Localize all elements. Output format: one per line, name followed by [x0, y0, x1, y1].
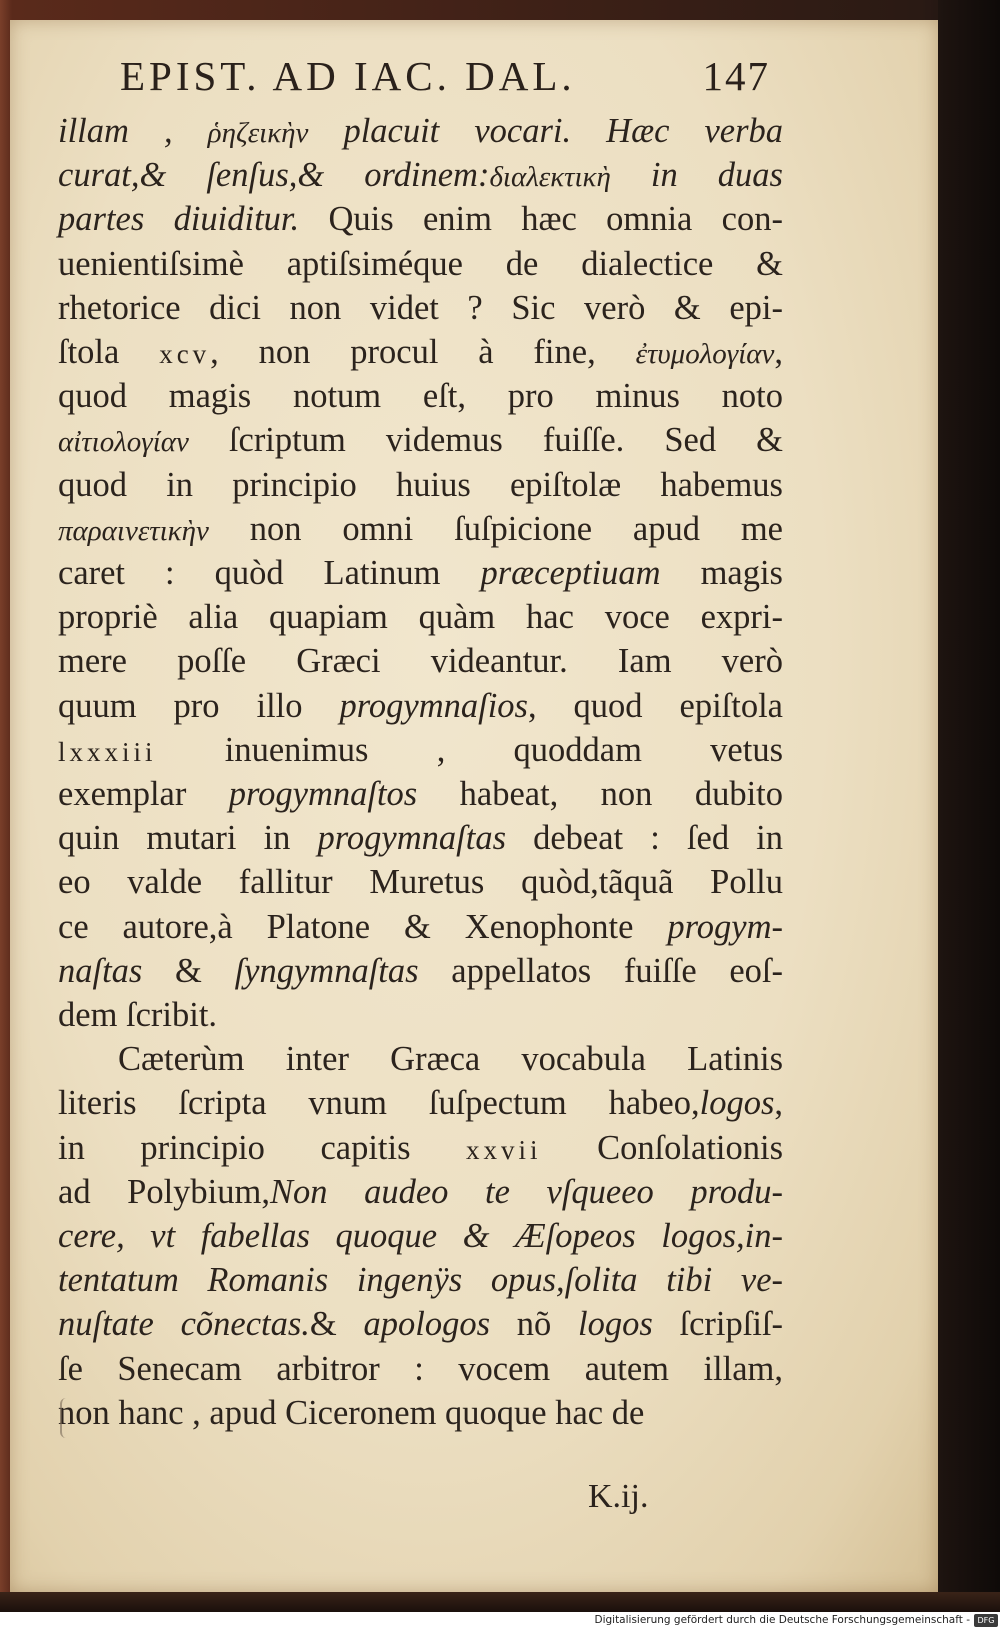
text-run: nuſtate cõnectas.: [58, 1305, 310, 1344]
text-run: logos: [578, 1305, 653, 1344]
text-run: placuit vocari. Hæc verba: [308, 112, 784, 150]
text-line: [58, 108, 783, 154]
text-line: [58, 683, 783, 729]
text-line: [58, 594, 783, 640]
text-line: [58, 241, 783, 287]
funding-credit: Digitalisierung gefördert durch die Deutsche Forschungsgemeinschaft -: [594, 1614, 970, 1626]
text-run: quin mutari in: [58, 819, 318, 858]
text-run: &: [142, 951, 235, 990]
book-edge-bottom: [0, 1592, 1000, 1612]
text-line: [58, 638, 783, 684]
text-run: exemplar: [58, 775, 229, 813]
text-run: inuenimus , quoddam vetus: [156, 730, 783, 769]
greek-word: ῥηζεικὴν: [207, 117, 309, 149]
text-run: , quod epiſtola: [527, 686, 783, 725]
text-line: [58, 506, 783, 552]
text-run: magis: [660, 554, 783, 592]
text-run: progymnaſios: [339, 686, 528, 725]
text-run: cere, vt fabellas quoque & Æſopeos logos,in-: [58, 1217, 783, 1255]
text-line: [58, 1390, 783, 1436]
text-line: [58, 859, 783, 905]
text-run: ,: [774, 1084, 783, 1123]
text-line: [58, 992, 783, 1038]
text-run: appellatos fuiſſe eoſ-: [418, 951, 783, 990]
text-line: [58, 1125, 783, 1171]
text-run: in principio capitis: [58, 1128, 467, 1167]
text-line: [58, 329, 783, 375]
text-run: uenientiſsimè aptiſsiméque de dialectice &: [58, 244, 783, 283]
text-line: [58, 417, 783, 463]
text-run: non hanc , apud Ciceronem quoque hac de: [58, 1393, 645, 1432]
text-run: ,: [774, 333, 783, 371]
text-run: debeat : ſed in: [506, 819, 784, 858]
running-title: EPIST. AD IAC. DAL.: [120, 53, 576, 99]
text-line: [58, 462, 783, 508]
greek-word: αἰτιολογίαν: [58, 426, 189, 459]
roman-numeral: lxxxiii: [58, 736, 157, 767]
text-run: non omni ſuſpicione apud me: [208, 509, 783, 548]
text-run: ſyngymnaſtas: [234, 951, 419, 990]
greek-word: διαλεκτικὴ: [489, 161, 611, 194]
text-line: [58, 550, 783, 596]
text-run: ſcriptum videmus fuiſſe. Sed &: [188, 421, 783, 460]
text-line: [58, 771, 783, 817]
text-run: tentatum Romanis ingenÿs opus,ſolita tibi ve-: [58, 1261, 783, 1300]
text-run: rhetorice dici non videt ? Sic verò & epi-: [58, 288, 783, 327]
digitization-footer: [0, 1612, 1000, 1630]
text-run: Non audeo te vſqueeo produ-: [269, 1172, 783, 1211]
greek-word: ἐτυμολογίαν: [635, 338, 775, 370]
text-run: partes diuiditur.: [58, 200, 300, 239]
text-line: [58, 1036, 783, 1082]
text-line: [58, 285, 783, 331]
text-line: [58, 373, 783, 419]
text-run: logos: [699, 1084, 775, 1123]
text-run: quod in principio huius epiſtolæ habemus: [58, 465, 783, 504]
text-run: ſcripſiſ-: [652, 1305, 783, 1344]
text-run: curat,& ſenſus,& ordinem:: [58, 156, 490, 195]
text-line: [58, 815, 783, 861]
text-run: naſtas: [58, 951, 143, 990]
text-line: [58, 1346, 783, 1392]
text-run: præceptiuam: [480, 554, 661, 592]
text-run: ce autore,à Platone & Xenophonte: [58, 907, 668, 946]
text-line: [58, 948, 783, 994]
text-run: progymnaſtas: [317, 819, 507, 858]
text-line: [58, 904, 783, 950]
page-number: 147: [702, 53, 770, 99]
text-run: progym-: [667, 907, 783, 946]
text-line: [58, 1169, 783, 1215]
text-run: progymnaſtos: [228, 775, 418, 813]
text-run: illam ,: [58, 112, 208, 150]
text-run: in duas: [610, 156, 783, 195]
text-line: [58, 152, 783, 198]
text-run: &: [309, 1305, 364, 1344]
text-line: [58, 1301, 783, 1347]
text-run: literis ſcripta vnum ſuſpectum habeo,: [58, 1084, 700, 1123]
dfg-logo: DFG: [974, 1614, 998, 1627]
text-run: quum pro illo: [58, 686, 340, 725]
text-run: caret : quòd Latinum: [58, 554, 481, 592]
margin-mark: [60, 1398, 72, 1438]
text-line: [58, 1213, 783, 1259]
text-run: Cæterùm inter Græca vocabula Latinis: [118, 1040, 783, 1079]
text-run: mere poſſe Græci videantur. Iam verò: [58, 642, 783, 681]
text-run: quod magis notum eſt, pro minus noto: [58, 377, 783, 416]
text-run: eo valde fallitur Muretus quòd,tãquã Pollu: [58, 863, 783, 902]
book-edge-right: [938, 0, 1000, 1612]
text-run: ad Polybium,: [58, 1172, 270, 1211]
text-run: ſe Senecam arbitror : vocem autem illam,: [58, 1349, 783, 1388]
catchword: K.ij.: [588, 1478, 649, 1515]
text-line: [58, 727, 783, 773]
running-header: [120, 52, 770, 102]
text-run: ſtola: [58, 333, 160, 371]
roman-numeral: xcv: [159, 339, 211, 369]
text-line: [58, 196, 783, 242]
text-run: dem ſcribit.: [58, 996, 218, 1034]
text-run: habeat, non dubito: [417, 775, 783, 813]
text-line: [58, 1080, 783, 1126]
roman-numeral: xxvii: [466, 1134, 542, 1165]
text-run: apologos: [363, 1305, 491, 1344]
text-line: [58, 1257, 783, 1303]
greek-word: παραινετικὴν: [58, 514, 209, 547]
text-run: propriè alia quapiam quàm hac voce expri-: [58, 598, 783, 637]
text-run: Quis enim hæc omnia con-: [299, 200, 783, 239]
text-run: Conſolationis: [541, 1128, 783, 1167]
text-run: , non procul à fine,: [210, 333, 636, 371]
text-run: nõ: [490, 1305, 579, 1344]
